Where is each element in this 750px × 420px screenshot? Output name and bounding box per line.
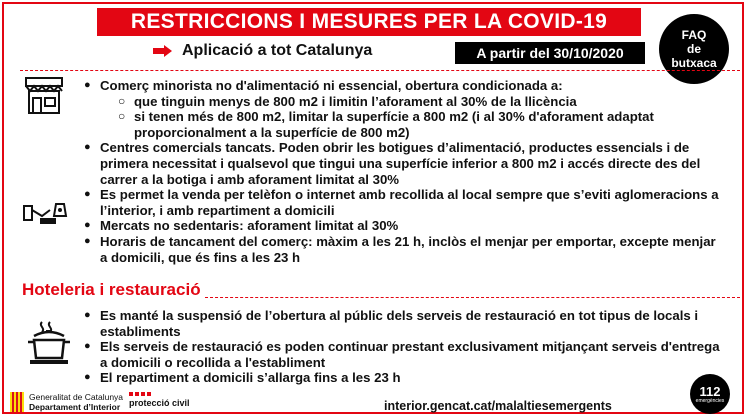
faq-badge (659, 14, 729, 84)
emergency-112-badge (690, 374, 730, 414)
list-item (84, 78, 724, 140)
generalitat-line-2: Departament d’Interior (29, 402, 121, 412)
proteccio-civil-dots-icon (129, 392, 190, 396)
list-item: ● Es permet la venda per telèfon o internet amb recollida al local sempre que s’eviti aglomeracions a l’interior, i amb repartiment a domicili (84, 187, 724, 218)
generalitat-line-1: Generalitat de Catalunya (29, 392, 124, 402)
faq-line-2: de (686, 42, 701, 56)
item-text: Comerç minorista no d'alimentació ni essencial, obertura condicionada a: (100, 78, 563, 93)
sub-item: ○ que tinguin menys de 800 m2 i limitin l’aforament al 30% de la llicència (100, 94, 724, 110)
proteccio-civil-logo (129, 392, 190, 408)
section-title: Hoteleria i restauració (22, 280, 201, 299)
website-url: interior.gencat.cat/malaltiesemergents (384, 399, 612, 413)
faq-line-1: FAQ (681, 28, 707, 42)
list-item: ● Els serveis de restauració es poden continuar prestant exclusivament mitjançant serveis d'entrega a domicili o recollida a l'establiment (84, 339, 724, 370)
scope-text: Aplicació a tot Catalunya (182, 42, 373, 59)
pointing-hand-icon (152, 43, 174, 59)
divider (20, 70, 740, 71)
date-badge: A partir del 30/10/2020 (455, 42, 645, 64)
shop-icon (22, 74, 66, 118)
faq-line-3: butxaca (671, 56, 717, 70)
sub-item: ○ si tenen més de 800 m2, limitar la superfície a 800 m2 (i al 30% d'aforament adaptat proporcionalment a la superfície de 800 m2) (100, 109, 724, 140)
generalitat-text (29, 392, 123, 412)
list-item: ● Es manté la suspensió de l’obertura al públic dels serveis de restauració en tot tipus de locals i establiments (84, 308, 724, 339)
cooking-pot-icon (26, 318, 72, 366)
hospitality-list (84, 308, 724, 386)
senyera-icon (10, 392, 24, 412)
sub-list (100, 94, 724, 141)
scope-line (152, 42, 372, 60)
list-item: ● Mercats no sedentaris: aforament limitat al 30% (84, 218, 724, 234)
list-item: ● El repartiment a domicili s’allarga fins a les 23 h (84, 370, 724, 386)
emergency-number: 112 (699, 383, 721, 399)
commerce-list (84, 78, 724, 265)
page-title: RESTRICCIONS I MESURES PER LA COVID-19 (97, 8, 641, 36)
generalitat-logo (10, 392, 123, 412)
list-item: ● Horaris de tancament del comerç: màxim a les 21 h, inclòs el menjar per emportar, excepte menjar a domicili, que és fins a les 23 h (84, 234, 724, 265)
divider (205, 297, 740, 298)
list-item: ● Centres comercials tancats. Poden obrir les botigues d’alimentació, productes essencials i de primera necessitat i qualsevol que tingui una superfície inferior a 800 m2 i accés directe des del carrer a la botiga i amb aforament limitat al 30% (84, 140, 724, 187)
proteccio-civil-text: protecció civil (129, 398, 190, 408)
phone-delivery-icon (22, 196, 70, 230)
emergency-label: emergències (695, 397, 725, 404)
